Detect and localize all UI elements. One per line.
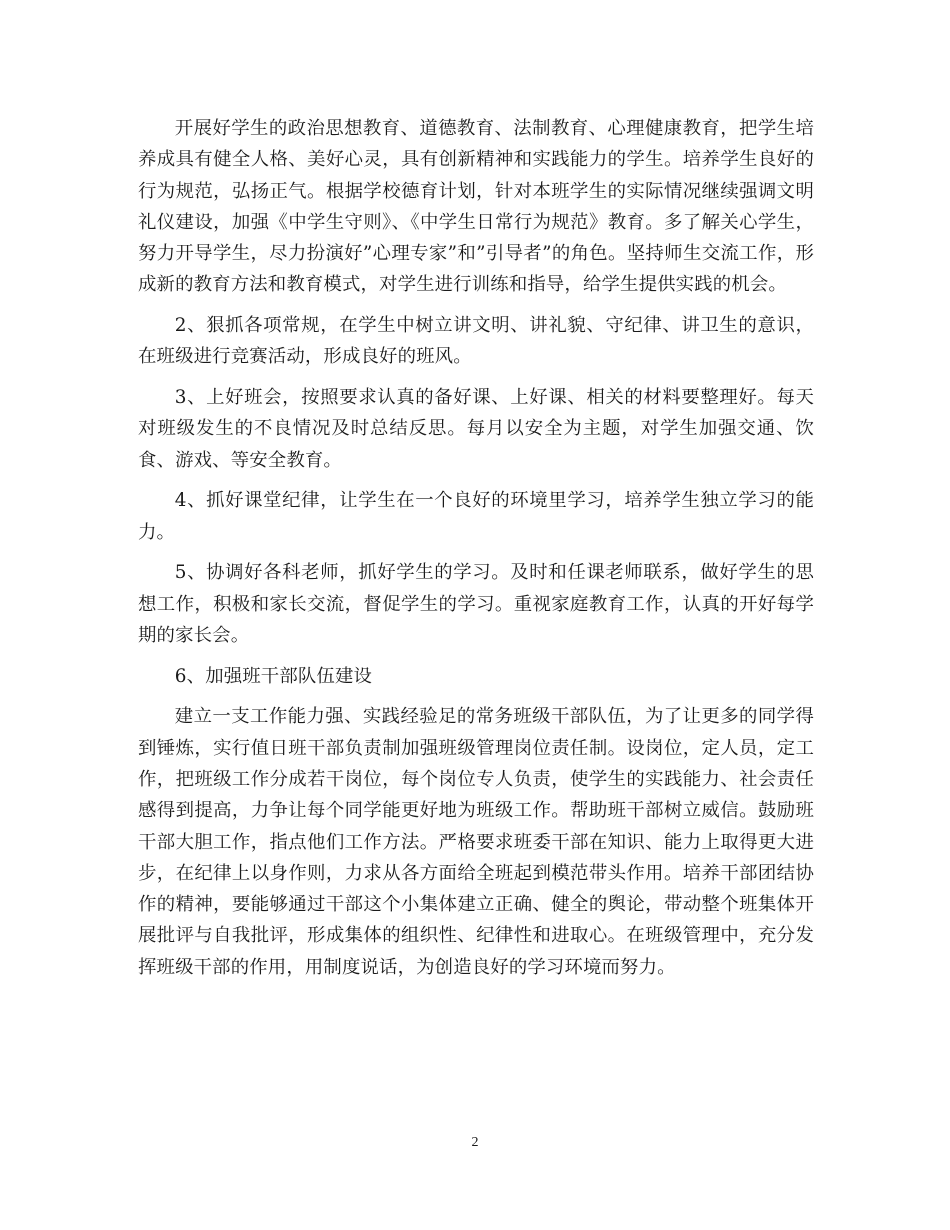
paragraph-moral-education: 开展好学生的政治思想教育、道德教育、法制教育、心理健康教育，把学生培养成具有健全人格、美好心灵，具有创新精神和实践能力的学生。培养学生良好的行为规范，弘扬正气。根据学校德育计划，针对本班学生的实际情况继续强调文明礼仪建设，加强《中学生守则》、《中学生日常行为规范》教育。多了解关心学生，努力开导学生，尽力扮演好”心理专家”和”引导者”的角色。坚持师生交流工作，形成新的教育方法和教育模式，对学生进行训练和指导，给学生提供实践的机会。: [138, 118, 814, 296]
paragraph-item-5-coordination: 5、协调好各科老师，抓好学生的学习。及时和任课老师联系，做好学生的思想工作，积极和家长交流，督促学生的学习。重视家庭教育工作，认真的开好每学期的家长会。: [138, 562, 814, 647]
paragraph-item-2-routines: 2、狠抓各项常规，在学生中树立讲文明、讲礼貌、守纪律、讲卫生的意识，在班级进行竞赛活动，形成良好的班风。: [138, 315, 814, 368]
document-body: [138, 113, 814, 992]
paragraph-item-6-heading: 6、加强班干部队伍建设: [174, 665, 373, 687]
page-number: 2: [471, 1135, 479, 1150]
paragraph-item-3-class-meeting: 3、上好班会，按照要求认真的备好课、上好课、相关的材料要整理好。每天对班级发生的不良情况及时总结反思。每月以安全为主题，对学生加强交通、饮食、游戏、等安全教育。: [138, 387, 814, 471]
paragraph-class-cadre: 建立一支工作能力强、实践经验足的常务班级干部队伍，为了让更多的同学得到锤炼，实行值日班干部负责制加强班级管理岗位责任制。设岗位，定人员，定工作，把班级工作分成若干岗位，每个岗位专人负责，使学生的实践能力、社会责任感得到提高，力争让每个同学能更好地为班级工作。帮助班干部树立威信。鼓励班干部大胆工作，指点他们工作方法。严格要求班委干部在知识、能力上取得更大进步，在纪律上以身作则，力求从各方面给全班起到模范带头作用。培养干部团结协作的精神，要能够通过干部这个小集体建立正确、健全的舆论，带动整个班集体开展批评与自我批评，形成集体的组织性、纪律性和进取心。在班级管理中，充分发挥班级干部的作用，用制度说话，为创造良好的学习环境而努力。: [138, 706, 814, 978]
paragraph-item-4-discipline: 4、抓好课堂纪律，让学生在一个良好的环境里学习，培养学生独立学习的能力。: [138, 490, 814, 543]
